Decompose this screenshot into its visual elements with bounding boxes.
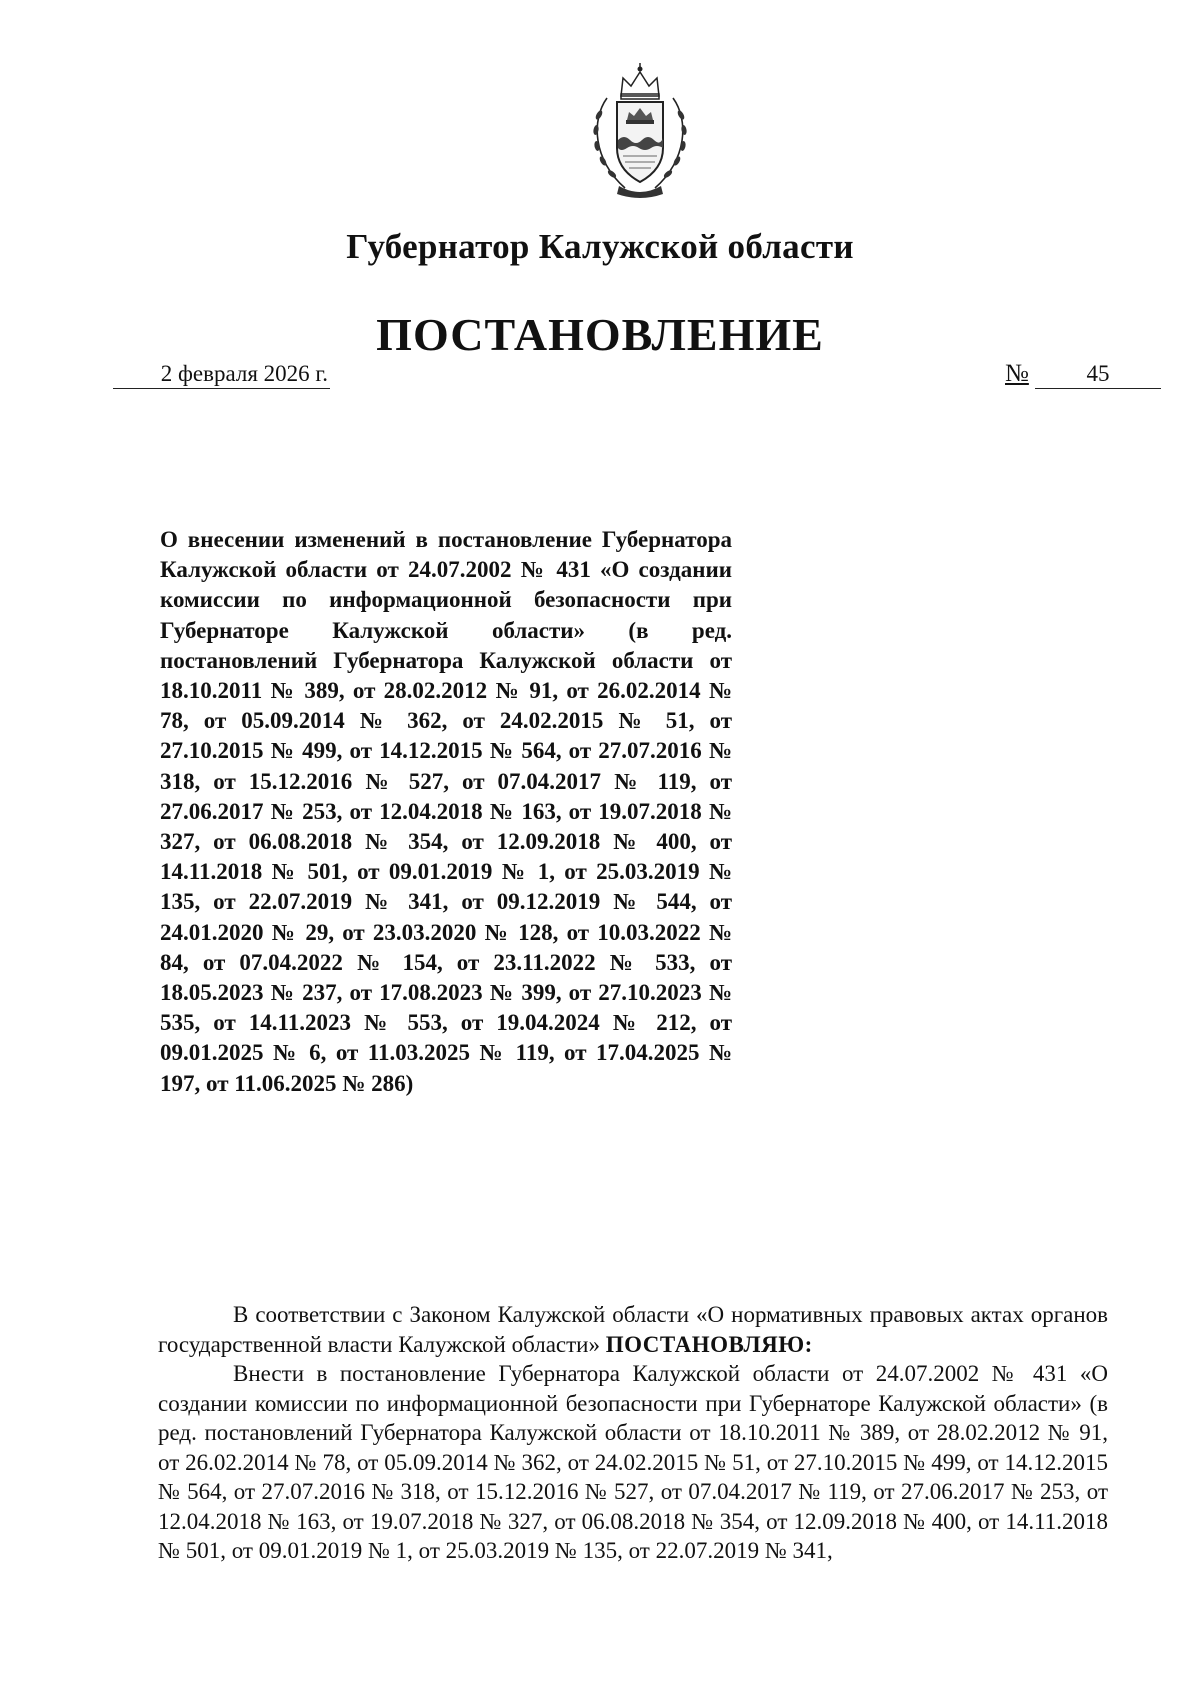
document-number: 45 — [1035, 360, 1161, 389]
operative-paragraph: Внести в постановление Губернатора Калужской области от 24.07.2002 № 431 «О создании комиссии по информационной безопасности при Губернаторе Калужской области» (в ред. постановлений Губернатора Калужской области от 18.10.2011 № 389, от 28.02.2012 № 91, от 26.02.2014 № 78, от 05.09.2014 № 362, от 24.02.2015 № 51, от 27.10.2015 № 499, от 14.12.2015 № 564, от 27.07.2016 № 318, от 15.12.2016 № 527, от 07.04.2017 № 119, от 27.06.2017 № 253, от 12.04.2018 № 163, от 19.07.2018 № 327, от 06.08.2018 № 354, от 12.09.2018 № 400, от 14.11.2018 № 501, от 09.01.2019 № 1, от 25.03.2019 № 135, от 22.07.2019 № 341, — [158, 1361, 1108, 1563]
kaluga-coat-of-arms-icon — [585, 60, 695, 202]
document-number-label: № — [1005, 360, 1029, 387]
document-type-title: ПОСТАНОВЛЕНИЕ — [376, 309, 824, 360]
organization-title: Губернатор Калужской области — [346, 227, 854, 266]
document-subject: О внесении изменений в постановление Губернатора Калужской области от 24.07.2002 № 431 «О создании комиссии по информационной безопасности при Губернаторе Калужской области» (в ред. постановлений Губернатора Калужской области от 18.10.2011 № 389, от 28.02.2012 № 91, от 26.02.2014 № 78, от 05.09.2014 № 362, от 24.02.2015 № 51, от 27.10.2015 № 499, от 14.12.2015 № 564, от 27.07.2016 № 318, от 15.12.2016 № 527, от 07.04.2017 № 119, от 27.06.2017 № 253, от 12.04.2018 № 163, от 19.07.2018 № 327, от 06.08.2018 № 354, от 12.09.2018 № 400, от 14.11.2018 № 501, от 09.01.2019 № 1, от 25.03.2019 № 135, от 22.07.2019 № 341, от 09.12.2019 № 544, от 24.01.2020 № 29, от 23.03.2020 № 128, от 10.03.2022 № 84, от 07.04.2022 № 154, от 23.11.2022 № 533, от 18.05.2023 № 237, от 17.08.2023 № 399, от 27.10.2023 № 535, от 14.11.2023 № 553, от 19.04.2024 № 212, от 09.01.2025 № 6, от 11.03.2025 № 119, от 17.04.2025 № 197, от 11.06.2025 № 286) — [160, 527, 732, 1096]
preamble-paragraph — [158, 1300, 1108, 1359]
document-body — [158, 1300, 1108, 1566]
document-date: 2 февраля 2026 г. — [113, 360, 330, 389]
decree-word: ПОСТАНОВЛЯЮ: — [605, 1331, 813, 1357]
preamble-text: В соответствии с Законом Калужской области «О нормативных правовых актах органов государственной власти Калужской области» — [158, 1302, 1108, 1357]
